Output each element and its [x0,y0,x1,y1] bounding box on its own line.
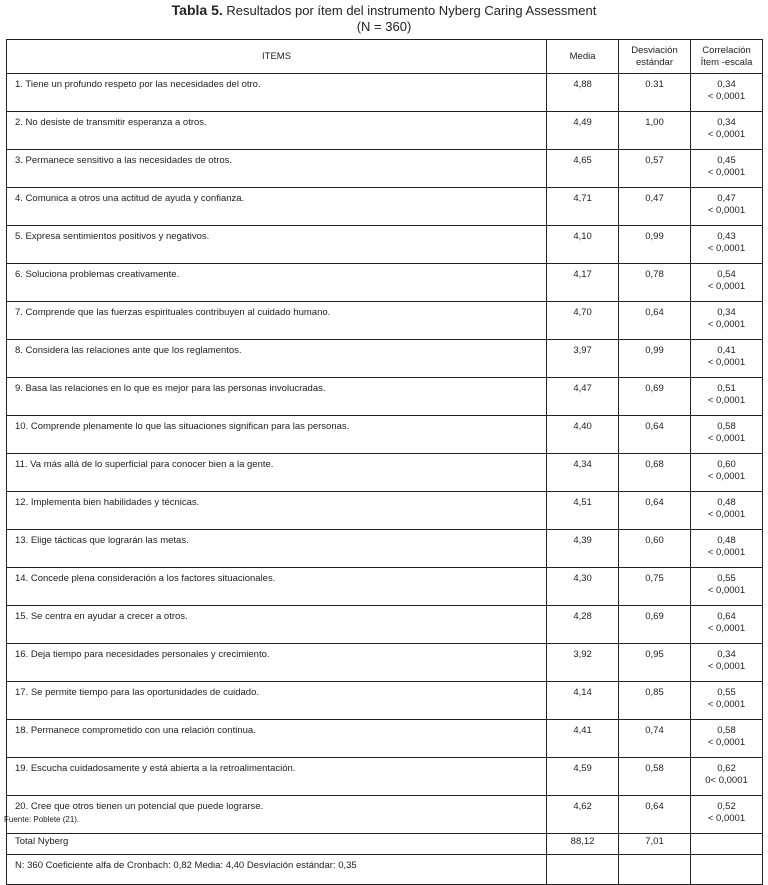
item-text: 17. Se permite tiempo para las oportunidades de cuidado. [7,682,547,720]
p-value: < 0,0001 [707,661,746,672]
item-text: 14. Concede plena consideración a los factores situacionales. [7,568,547,606]
table-row [7,758,763,796]
table-row [7,682,763,720]
note-row [7,855,763,885]
item-media: 3,92 [547,644,619,682]
item-corr [691,378,763,416]
item-text: 5. Expresa sentimientos positivos y negativos. [7,226,547,264]
corr-value: 0,43 [717,231,736,242]
item-corr [691,454,763,492]
item-text: 1. Tiene un profundo respeto por las necesidades del otro. [7,74,547,112]
item-media: 4,65 [547,150,619,188]
p-value: < 0,0001 [707,167,746,178]
table-label: Tabla 5. [171,2,223,18]
item-corr [691,568,763,606]
item-media: 4,59 [547,758,619,796]
header-items: ITEMS [7,40,547,74]
table-row [7,720,763,758]
item-text: 7. Comprende que las fuerzas espirituales contribuyen al cuidado humano. [7,302,547,340]
corr-value: 0,54 [717,269,736,280]
p-value: < 0,0001 [707,623,746,634]
p-value: < 0,0001 [707,471,746,482]
table-row [7,378,763,416]
note-empty [547,855,619,885]
table-row [7,226,763,264]
header-sd: Desviación estándar [619,40,691,74]
note-empty [619,855,691,885]
p-value: < 0,0001 [707,357,746,368]
corr-value: 0,48 [717,535,736,546]
item-media: 4,14 [547,682,619,720]
item-media: 4,17 [547,264,619,302]
corr-value: 0,55 [717,573,736,584]
item-corr [691,530,763,568]
header-media: Media [547,40,619,74]
p-value: < 0,0001 [707,281,746,292]
p-value: < 0,0001 [707,585,746,596]
item-sd: 0,57 [619,150,691,188]
item-corr [691,264,763,302]
table-title [0,2,768,35]
total-media: 88,12 [547,834,619,855]
table-row [7,302,763,340]
item-corr [691,720,763,758]
item-sd: 1,00 [619,112,691,150]
corr-value: 0,58 [717,421,736,432]
table-caption: Resultados por ítem del instrumento Nyberg Caring Assessment [226,3,597,18]
corr-value: 0,55 [717,687,736,698]
item-corr [691,150,763,188]
item-sd: 0,95 [619,644,691,682]
total-corr [691,834,763,855]
note-text: N: 360 Coeficiente alfa de Cronbach: 0,82 Media: 4,40 Desviación estándar: 0,35 [7,855,547,885]
sample-size: (N = 360) [356,19,412,34]
item-media: 4,39 [547,530,619,568]
item-corr [691,340,763,378]
results-table [6,39,763,885]
item-media: 4,34 [547,454,619,492]
item-sd: 0,78 [619,264,691,302]
corr-value: 0,34 [717,79,736,90]
item-media: 4,41 [547,720,619,758]
item-media: 3,97 [547,340,619,378]
item-media: 4,49 [547,112,619,150]
item-media: 4,51 [547,492,619,530]
item-text: 6. Soluciona problemas creativamente. [7,264,547,302]
item-media: 4,10 [547,226,619,264]
item-text: 9. Basa las relaciones en lo que es mejor para las personas involucradas. [7,378,547,416]
total-sd: 7,01 [619,834,691,855]
item-sd: 0,85 [619,682,691,720]
p-value: < 0,0001 [707,737,746,748]
item-sd: 0,64 [619,492,691,530]
item-corr [691,226,763,264]
item-text: 16. Deja tiempo para necesidades personales y crecimiento. [7,644,547,682]
table-row [7,530,763,568]
item-media: 4,28 [547,606,619,644]
item-sd: 0,64 [619,416,691,454]
p-value: < 0,0001 [707,91,746,102]
item-text: 8. Considera las relaciones ante que los reglamentos. [7,340,547,378]
p-value: < 0,0001 [707,433,746,444]
item-corr [691,302,763,340]
source-note: Fuente: Poblete (21). [4,815,80,824]
p-value: < 0,0001 [707,205,746,216]
item-corr [691,796,763,834]
corr-value: 0,48 [717,497,736,508]
corr-value: 0,51 [717,383,736,394]
item-text: 18. Permanece comprometido con una relación continua. [7,720,547,758]
corr-value: 0,64 [717,611,736,622]
corr-value: 0,47 [717,193,736,204]
header-corr: Correlación Ítem -escala [691,40,763,74]
item-sd: 0,69 [619,378,691,416]
item-text: 15. Se centra en ayudar a crecer a otros. [7,606,547,644]
table-row [7,340,763,378]
table-row [7,112,763,150]
item-text: 19. Escucha cuidadosamente y está abierta a la retroalimentación. [7,758,547,796]
item-text: 20. Cree que otros tienen un potencial que puede lograrse. [7,796,547,834]
item-media: 4,30 [547,568,619,606]
table-row [7,454,763,492]
corr-value: 0,60 [717,459,736,470]
p-value: 0< 0,0001 [705,775,748,786]
item-text: 4. Comunica a otros una actitud de ayuda y confianza. [7,188,547,226]
table-row [7,74,763,112]
p-value: < 0,0001 [707,243,746,254]
item-sd: 0,64 [619,302,691,340]
item-corr [691,112,763,150]
item-sd: 0,99 [619,226,691,264]
p-value: < 0,0001 [707,395,746,406]
item-sd: 0.31 [619,74,691,112]
item-corr [691,606,763,644]
p-value: < 0,0001 [707,699,746,710]
table-row [7,188,763,226]
corr-value: 0,58 [717,725,736,736]
item-text: 11. Va más allá de lo superficial para conocer bien a la gente. [7,454,547,492]
total-label: Total Nyberg [7,834,547,855]
corr-value: 0,41 [717,345,736,356]
item-sd: 0,68 [619,454,691,492]
item-text: 3. Permanece sensitivo a las necesidades de otros. [7,150,547,188]
p-value: < 0,0001 [707,509,746,520]
table-row [7,264,763,302]
item-sd: 0,60 [619,530,691,568]
p-value: < 0,0001 [707,129,746,140]
item-media: 4,88 [547,74,619,112]
item-sd: 0,69 [619,606,691,644]
item-corr [691,758,763,796]
table-row [7,416,763,454]
header-row [7,40,763,74]
item-media: 4,62 [547,796,619,834]
note-empty [691,855,763,885]
item-media: 4,70 [547,302,619,340]
table-row [7,492,763,530]
item-text: 12. Implementa bien habilidades y técnicas. [7,492,547,530]
table-row [7,568,763,606]
item-corr [691,188,763,226]
p-value: < 0,0001 [707,813,746,824]
item-media: 4,47 [547,378,619,416]
corr-value: 0,34 [717,649,736,660]
p-value: < 0,0001 [707,319,746,330]
item-corr [691,416,763,454]
item-text: 2. No desiste de transmitir esperanza a otros. [7,112,547,150]
item-corr [691,682,763,720]
corr-value: 0,52 [717,801,736,812]
item-corr [691,644,763,682]
item-corr [691,74,763,112]
item-sd: 0,75 [619,568,691,606]
item-sd: 0,74 [619,720,691,758]
item-sd: 0,58 [619,758,691,796]
table-row [7,644,763,682]
p-value: < 0,0001 [707,547,746,558]
table-row [7,150,763,188]
table-row [7,606,763,644]
item-sd: 0,47 [619,188,691,226]
item-media: 4,71 [547,188,619,226]
item-corr [691,492,763,530]
table-row [7,796,763,834]
item-text: 10. Comprende plenamente lo que las situaciones significan para las personas. [7,416,547,454]
corr-value: 0,45 [717,155,736,166]
item-media: 4,40 [547,416,619,454]
corr-value: 0,62 [717,763,736,774]
item-sd: 0,99 [619,340,691,378]
item-sd: 0,64 [619,796,691,834]
item-text: 13. Elige tácticas que lograrán las metas. [7,530,547,568]
corr-value: 0,34 [717,117,736,128]
corr-value: 0,34 [717,307,736,318]
total-row [7,834,763,855]
